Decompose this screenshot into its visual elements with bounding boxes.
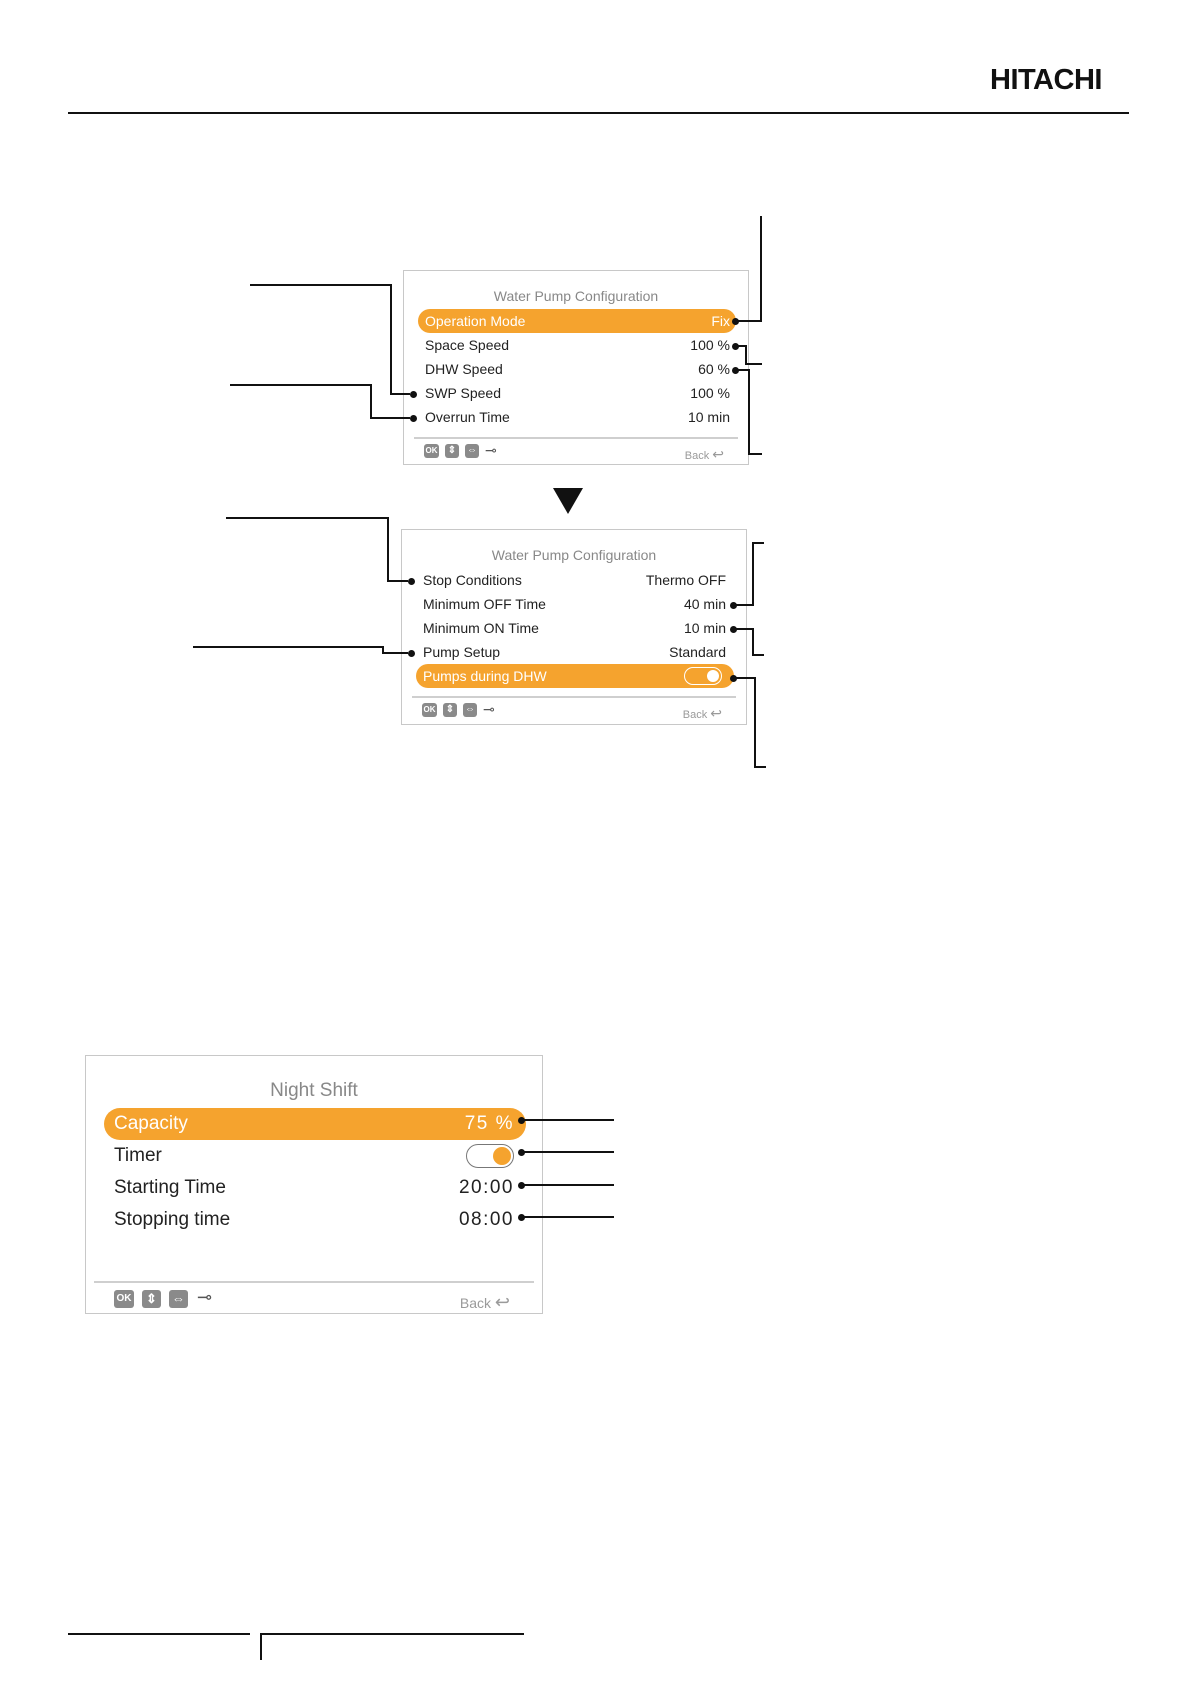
row-operation-mode[interactable] bbox=[404, 309, 748, 333]
left-right-icon: ⇔ bbox=[465, 704, 475, 715]
row-label: Capacity bbox=[114, 1113, 188, 1134]
footer-divider bbox=[412, 696, 736, 698]
row-minimum-on-time[interactable] bbox=[402, 616, 746, 640]
row-label: Minimum ON Time bbox=[423, 620, 539, 636]
ok-icon: OK bbox=[424, 444, 439, 458]
row-value: 60 % bbox=[698, 361, 730, 377]
row-pumps-during-dhw[interactable] bbox=[402, 664, 746, 688]
row-label: Operation Mode bbox=[425, 313, 526, 329]
footer-divider bbox=[414, 437, 738, 439]
row-value: 100 % bbox=[690, 337, 730, 353]
row-label: Pump Setup bbox=[423, 644, 501, 660]
hitachi-logo: HITACHI bbox=[990, 64, 1102, 96]
water-pump-config-screen-1 bbox=[403, 270, 749, 465]
callout-line bbox=[736, 320, 762, 322]
back-arrow-icon: ↩ bbox=[712, 446, 724, 462]
timer-toggle[interactable] bbox=[466, 1144, 514, 1168]
up-down-icon: ⇕ bbox=[142, 1290, 161, 1308]
callout-line bbox=[522, 1119, 614, 1121]
row-pump-setup[interactable] bbox=[402, 640, 746, 664]
callout-line bbox=[734, 677, 756, 679]
footer-rule-right bbox=[261, 1633, 524, 1635]
row-starting-time[interactable] bbox=[86, 1172, 542, 1204]
back-arrow-icon: ↩ bbox=[710, 705, 722, 721]
callout-line bbox=[748, 453, 762, 455]
callout-line bbox=[370, 384, 372, 419]
row-minimum-off-time[interactable] bbox=[402, 592, 746, 616]
row-value: 100 % bbox=[690, 385, 730, 401]
callout-line bbox=[230, 384, 372, 386]
back-button[interactable] bbox=[685, 446, 724, 463]
wrench-icon: ⊸ bbox=[483, 701, 495, 717]
row-label: Timer bbox=[114, 1145, 162, 1166]
row-swp-speed[interactable] bbox=[404, 381, 748, 405]
callout-line bbox=[522, 1184, 614, 1186]
callout-line bbox=[752, 654, 764, 656]
callout-dot bbox=[732, 318, 739, 325]
footer-divider-tick bbox=[260, 1633, 262, 1660]
toggle-knob bbox=[707, 670, 719, 682]
row-value: 75 % bbox=[464, 1113, 514, 1134]
left-right-icon: ⇔ bbox=[467, 445, 477, 456]
screen-title: Water Pump Configuration bbox=[491, 547, 657, 563]
callout-line bbox=[390, 393, 410, 395]
night-shift-screen bbox=[85, 1055, 543, 1314]
callout-line bbox=[745, 363, 762, 365]
row-space-speed[interactable] bbox=[404, 333, 748, 357]
back-arrow-icon: ↩ bbox=[494, 1292, 510, 1312]
water-pump-config-screen-2 bbox=[401, 529, 747, 725]
wrench-icon: ⊸ bbox=[197, 1287, 213, 1307]
footer-divider bbox=[94, 1281, 534, 1283]
row-overrun-time[interactable] bbox=[404, 405, 748, 429]
row-value: 40 min bbox=[683, 596, 726, 612]
back-button[interactable] bbox=[683, 705, 722, 722]
left-right-icon: ⇔ bbox=[169, 1290, 188, 1308]
row-capacity[interactable] bbox=[86, 1108, 542, 1140]
callout-line bbox=[760, 216, 762, 322]
callout-line bbox=[193, 646, 383, 648]
callout-line bbox=[754, 766, 766, 768]
row-value: Standard bbox=[669, 644, 726, 660]
callout-line bbox=[752, 542, 754, 606]
callout-line bbox=[522, 1216, 614, 1218]
wrench-icon: ⊸ bbox=[485, 442, 497, 458]
row-label: Starting Time bbox=[114, 1177, 226, 1198]
row-label: Stop Conditions bbox=[423, 572, 522, 588]
header-rule bbox=[68, 112, 1129, 114]
row-timer[interactable] bbox=[86, 1140, 542, 1172]
row-label: Space Speed bbox=[425, 337, 510, 353]
row-label: Pumps during DHW bbox=[423, 668, 547, 684]
row-label: SWP Speed bbox=[425, 385, 502, 401]
screen-title: Water Pump Configuration bbox=[493, 288, 659, 304]
row-stop-conditions[interactable] bbox=[402, 568, 746, 592]
callout-dot bbox=[410, 415, 417, 422]
row-value: 10 min bbox=[687, 409, 730, 425]
callout-line bbox=[745, 345, 747, 365]
row-label: Stopping time bbox=[114, 1209, 231, 1230]
row-value: 08:00 bbox=[458, 1209, 514, 1230]
callout-line bbox=[752, 628, 754, 656]
callout-line bbox=[226, 517, 388, 519]
callout-dot bbox=[408, 650, 415, 657]
ok-icon: OK bbox=[114, 1290, 134, 1308]
back-label: Back bbox=[459, 1295, 492, 1311]
row-value: Fix bbox=[711, 313, 730, 329]
callout-line bbox=[387, 517, 389, 582]
down-arrow-icon bbox=[553, 488, 583, 514]
callout-line bbox=[734, 628, 754, 630]
callout-line bbox=[522, 1151, 614, 1153]
callout-line bbox=[752, 542, 764, 544]
toggle-knob bbox=[493, 1147, 511, 1165]
row-stopping-time[interactable] bbox=[86, 1204, 542, 1236]
callout-line bbox=[382, 652, 408, 654]
callout-line bbox=[370, 417, 410, 419]
callout-line bbox=[387, 580, 408, 582]
row-label: Minimum OFF Time bbox=[423, 596, 546, 612]
callout-line bbox=[390, 284, 392, 395]
callout-dot bbox=[408, 578, 415, 585]
pumps-during-dhw-toggle[interactable] bbox=[684, 667, 722, 685]
screen-title: Night Shift bbox=[270, 1080, 358, 1101]
row-label: Overrun Time bbox=[425, 409, 510, 425]
row-dhw-speed[interactable] bbox=[404, 357, 748, 381]
callout-dot bbox=[410, 391, 417, 398]
back-label: Back bbox=[682, 709, 708, 721]
ok-icon: OK bbox=[422, 703, 437, 717]
row-value: 20:00 bbox=[458, 1177, 514, 1198]
footer-rule-left bbox=[68, 1633, 250, 1635]
up-down-icon: ⇕ bbox=[443, 703, 457, 717]
row-value: Thermo OFF bbox=[645, 572, 726, 588]
callout-line bbox=[250, 284, 392, 286]
callout-line bbox=[748, 369, 750, 455]
callout-line bbox=[734, 604, 754, 606]
row-label: DHW Speed bbox=[425, 361, 503, 377]
up-down-icon: ⇕ bbox=[445, 444, 459, 458]
row-value: 10 min bbox=[683, 620, 726, 636]
back-label: Back bbox=[684, 450, 710, 462]
callout-line bbox=[754, 677, 756, 768]
back-button[interactable] bbox=[460, 1292, 510, 1313]
